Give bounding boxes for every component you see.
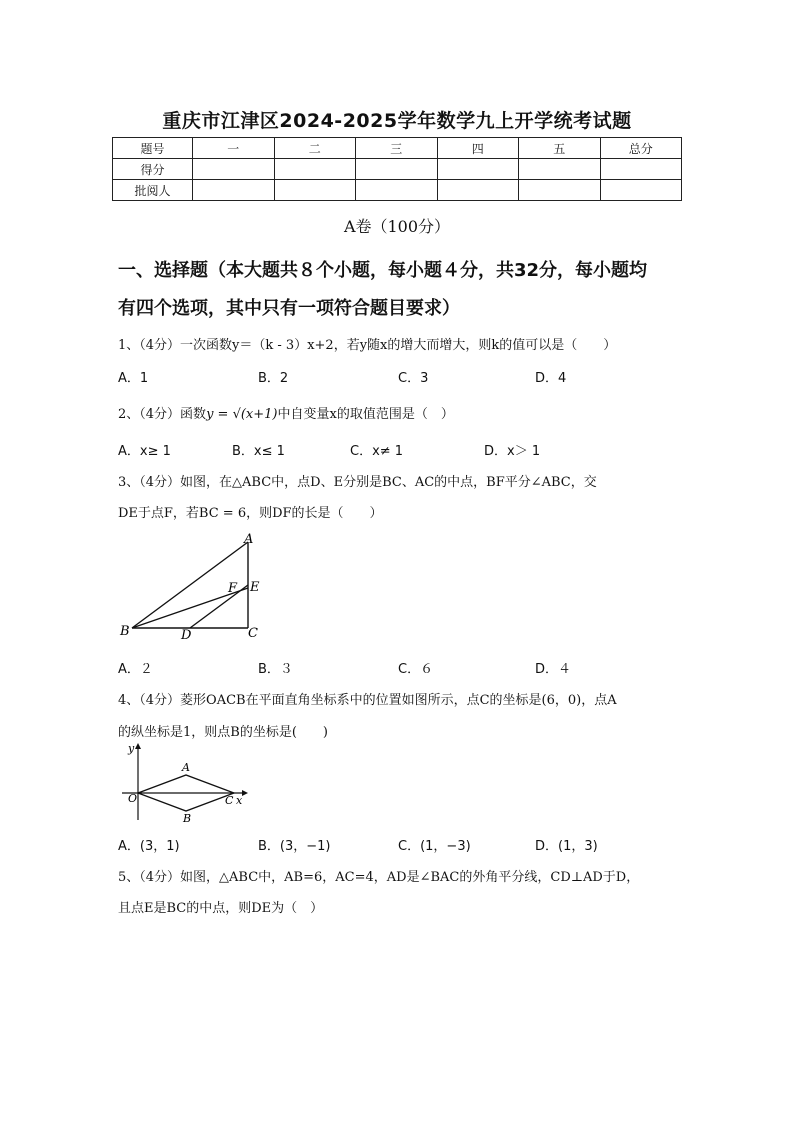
question-4-line1 [118,689,617,708]
q2-option-a[interactable]: A．x≥ 1 [118,444,171,459]
q4-rhombus-figure [112,740,252,824]
q4-option-b[interactable]: B．(3，−1) [258,839,331,854]
q3-triangle-figure [112,532,272,644]
q1-option-b[interactable]: B．2 [258,371,289,386]
question-4-line2: 的纵坐标是1，则点B的坐标是( ) [118,725,328,740]
score-row-label: 得分 [113,159,193,180]
score-cell[interactable] [600,180,682,201]
sqrt-formula: y = √(x+1) [206,407,278,422]
part1-heading-line1: 一、选择题（本大题共８个小题，每小题４分，共32分，每小题均 [118,260,648,281]
score-cell[interactable] [519,159,601,180]
score-header-cell: 三 [356,138,438,159]
score-cell[interactable] [356,180,438,201]
score-header-cell: 五 [519,138,601,159]
q4-option-c[interactable]: C．(1，−3) [398,839,471,854]
question-number: 1、（4分） [118,338,181,353]
q3-option-c[interactable]: C．６ [398,662,434,677]
q3-option-a[interactable]: A．２ [118,662,153,677]
score-cell[interactable] [519,180,601,201]
q1-option-a[interactable]: A．1 [118,371,149,386]
score-table-row [113,159,682,180]
section-a-heading: A卷（100分） [343,217,451,236]
q2-option-c[interactable]: C．x≠ 1 [350,444,404,459]
score-header-cell: 二 [274,138,356,159]
exam-title: 重庆市江津区2024-2025学年数学九上开学统考试题 [162,110,632,132]
score-cell[interactable] [193,159,275,180]
question-5-line2: 且点E是BC的中点，则DE为（ ） [118,901,324,916]
label-a: A [182,761,190,774]
y-axis-arrow [135,743,141,749]
question-3-line2: DE于点F，若BC = 6，则DF的长是（ ） [118,506,383,521]
score-row-label: 批阅人 [113,180,193,201]
segment-de [190,585,248,628]
label-a: A [244,532,254,547]
q1-option-d[interactable]: D．4 [535,371,567,386]
score-cell[interactable] [437,159,519,180]
score-cell[interactable] [274,159,356,180]
question-number: 3、（4分） [118,475,181,490]
question-number: 5、（4分） [118,870,181,885]
score-table-row [113,180,682,201]
label-d: D [181,628,192,643]
score-cell[interactable] [274,180,356,201]
label-x: x [236,794,243,807]
score-cell[interactable] [356,159,438,180]
q3-option-b[interactable]: B．３ [258,662,293,677]
question-text: 菱形OACB在平面直角坐标系中的位置如图所示，点C的坐标是(6，0)，点A [180,693,617,708]
question-text: 如图，在△ABC中，点D、E分别是BC、AC的中点，BF平分∠ABC，交 [180,475,597,490]
q4-option-d[interactable]: D．(1，3) [535,839,598,854]
label-o: O [128,792,138,805]
score-header-cell: 一 [193,138,275,159]
q2-option-d[interactable]: D．x＞ 1 [484,444,541,459]
question-text: 中自变量x的取值范围是（ ） [277,407,454,422]
question-number: 4、（4分） [118,693,181,708]
part1-heading-line2: 有四个选项，其中只有一项符合题目要求） [118,298,460,319]
question-1 [118,334,616,353]
question-2 [118,403,454,422]
label-b: B [120,624,130,639]
question-5-line1 [118,866,639,885]
q3-option-d[interactable]: D．４ [535,662,572,677]
label-y: y [128,742,135,755]
q4-option-a[interactable]: A．(3，1) [118,839,180,854]
q1-option-c[interactable]: C．3 [398,371,429,386]
q2-option-b[interactable]: B．x≤ 1 [232,444,285,459]
question-3-line1 [118,471,597,490]
score-header-cell: 四 [437,138,519,159]
score-cell[interactable] [437,180,519,201]
question-text: 函数 [180,407,207,422]
label-f: F [228,581,238,596]
question-number: 2、（4分） [118,407,181,422]
label-c: C [225,794,234,807]
label-e: E [250,580,260,595]
score-cell[interactable] [193,180,275,201]
score-header-cell: 总分 [600,138,682,159]
question-text: 如图，△ABC中，AB=6，AC=4，AD是∠BAC的外角平分线，CD⊥AD于D， [180,870,640,885]
label-b: B [183,812,192,824]
score-table-header-row [113,138,682,159]
label-c: C [248,626,258,641]
question-text: 一次函数y＝（k - 3）x+2，若y随x的增大而增大，则k的值可以是（ ） [180,338,617,353]
x-axis-arrow [242,790,248,796]
score-table [112,137,682,201]
score-cell[interactable] [600,159,682,180]
score-header-cell: 题号 [113,138,193,159]
